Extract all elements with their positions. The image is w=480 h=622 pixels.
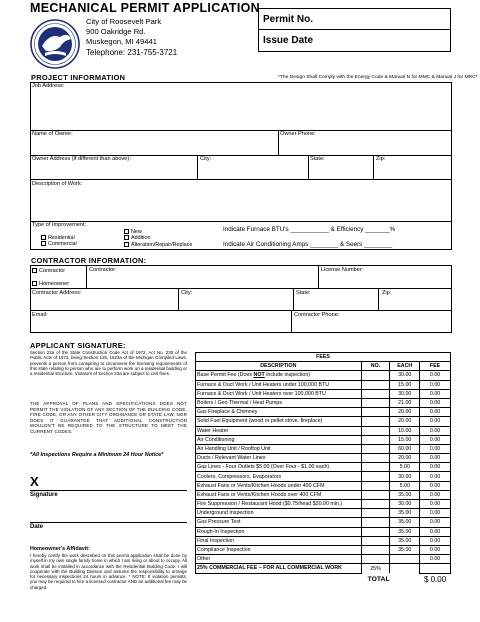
- fee-description: Underground Inspection: [196, 509, 362, 518]
- fee-qty-input[interactable]: [361, 545, 390, 554]
- fee-row: [196, 481, 451, 490]
- fee-row: [196, 454, 451, 463]
- divider: [318, 265, 319, 288]
- fee-amount: 0.00: [420, 444, 451, 453]
- fee-description: Exhaust Fans or Vents/Kitchen Hoods over 400 CFM: [196, 490, 362, 499]
- telephone: Telephone: 231-755-3721: [86, 47, 178, 57]
- section-23a-paragraph: Section 23a of the State Construction Code Act of 1972, Act No. 230 of the Public Acts of 1972, being Section 125, 1523a of the Michigan Compiled Laws, prevents a person from conspiring to circumvent the licensing requirements of this state relating to person who are to perform work on a residential building or a residential structure. Violators of Section 23a are subject to civil fines.: [30, 350, 187, 377]
- contractor-check-label: Contractor: [39, 268, 66, 274]
- affidavit-title: Homeowner's Affidavit:: [30, 546, 90, 552]
- fee-each: 20.00: [390, 454, 420, 463]
- fee-description: Coolers, Compressors, Evaporators: [196, 472, 362, 481]
- fee-qty-input[interactable]: [361, 426, 390, 435]
- checkbox-icon: [124, 242, 129, 247]
- divider: [30, 130, 452, 131]
- fee-amount: 0.00: [420, 408, 451, 417]
- fee-qty-input[interactable]: [361, 536, 390, 545]
- fee-qty-input[interactable]: [361, 509, 390, 518]
- fee-qty-input[interactable]: [361, 500, 390, 509]
- fee-row: [196, 380, 451, 389]
- fee-qty-input[interactable]: [361, 555, 390, 564]
- fee-qty-input[interactable]: [361, 398, 390, 407]
- fee-description: Other: [196, 555, 362, 564]
- fee-amount: 0.00: [420, 518, 451, 527]
- owner-city-field[interactable]: City:: [200, 156, 212, 162]
- fee-each: 15.00: [390, 380, 420, 389]
- checkbox-icon: [32, 281, 37, 286]
- fee-amount: 0.00: [420, 509, 451, 518]
- fee-row: [196, 500, 451, 509]
- col-no: NO.: [361, 362, 390, 371]
- divider: [308, 155, 309, 179]
- job-address-field[interactable]: Job Address:: [32, 83, 65, 89]
- fee-description: Final Inspection: [196, 536, 362, 545]
- fee-row: [196, 527, 451, 536]
- fee-description: Boilers / Geo Thermal / Heat Pumps: [196, 398, 362, 407]
- permit-no-field[interactable]: Permit No.: [259, 9, 450, 30]
- fee-each: 35.00: [390, 545, 420, 554]
- fee-row: [196, 371, 451, 380]
- divider: [86, 265, 87, 288]
- alteration-checkbox[interactable]: [124, 242, 192, 248]
- fee-qty-input[interactable]: [361, 454, 390, 463]
- fee-qty-input[interactable]: [361, 481, 390, 490]
- fee-each: 35.00: [390, 536, 420, 545]
- commercial-checkbox[interactable]: [41, 241, 77, 247]
- divider: [278, 130, 279, 155]
- fee-qty-input[interactable]: [361, 380, 390, 389]
- homeowner-check-label: Homeowner: [39, 281, 70, 287]
- checkbox-icon: [124, 229, 129, 234]
- fee-amount: 0.00: [420, 426, 451, 435]
- fee-amount: 0.00: [420, 500, 451, 509]
- fee-each: 5.00: [390, 481, 420, 490]
- fees-table: [195, 352, 451, 587]
- fee-qty-input[interactable]: [361, 371, 390, 380]
- fee-description: Exhaust Fans or Vents/Kitchen Hoods under 400 CFM: [196, 481, 362, 490]
- addition-label: Addition: [131, 235, 151, 242]
- fee-row: [196, 472, 451, 481]
- fee-row: [196, 435, 451, 444]
- fee-amount: 0.00: [420, 481, 451, 490]
- col-fee: FEE: [420, 362, 451, 371]
- fee-description: Ducts / Relevant Water Lines: [196, 454, 362, 463]
- date-label: Date: [30, 524, 44, 530]
- fee-qty-input[interactable]: [361, 444, 390, 453]
- city-seal-logo: [30, 19, 80, 69]
- fee-each: 5.00: [390, 463, 420, 472]
- fee-each: 30.00: [390, 472, 420, 481]
- fee-description: Air Handling Unit / Rooftop Unit: [196, 444, 362, 453]
- fee-amount: 0.00: [420, 435, 451, 444]
- fee-row: [196, 555, 451, 564]
- fee-row: [196, 518, 451, 527]
- fee-qty-input[interactable]: [361, 518, 390, 527]
- fee-row: [196, 536, 451, 545]
- divider: [30, 179, 452, 180]
- homeowner-checkbox[interactable]: [32, 281, 69, 287]
- fee-each: 30.00: [390, 389, 420, 398]
- fee-qty-input[interactable]: [361, 527, 390, 536]
- fee-each: 20.00: [390, 417, 420, 426]
- fee-description: Compliance Inspection: [196, 545, 362, 554]
- city-name: City of Roosevelt Park: [86, 17, 162, 26]
- fee-description: Fire Suppression / Restaurant Hood ($0.75/head $30.00 min.): [196, 500, 362, 509]
- signature-x-mark: X: [30, 474, 39, 489]
- divider: [30, 288, 452, 289]
- fee-amount: 0.00: [420, 555, 451, 564]
- contractor-city-field[interactable]: City:: [181, 290, 193, 296]
- commercial-pct: 25%: [361, 564, 390, 573]
- contractor-phone-field[interactable]: Contractor Phone:: [294, 312, 340, 318]
- commercial-fee-row: [196, 564, 451, 573]
- fee-each: 30.00: [390, 371, 420, 380]
- fee-description: Rough-In Inspection: [196, 527, 362, 536]
- applicant-signature-heading: APPLICANT SIGNATURE:: [30, 341, 126, 350]
- project-info-heading: PROJECT INFORMATION: [31, 73, 126, 82]
- blank-cell: [390, 564, 420, 573]
- fee-amount: 0.00: [420, 417, 451, 426]
- type-col1: [41, 235, 77, 248]
- fee-description: Solid Fuel Equipment (wood or pellet stove, fireplace): [196, 417, 362, 426]
- fee-row: [196, 463, 451, 472]
- fee-row: [196, 408, 451, 417]
- fee-each: 30.00: [390, 500, 420, 509]
- fee-each: 15.00: [390, 435, 420, 444]
- fee-each: 35.00: [390, 527, 420, 536]
- fee-amount: 0.00: [420, 389, 451, 398]
- fee-description: Base Permit Fee (Does NOT include inspection): [196, 371, 362, 380]
- contractor-checkbox[interactable]: [32, 268, 65, 274]
- fee-description: Water Heater: [196, 426, 362, 435]
- divider: [291, 310, 292, 333]
- fee-each[interactable]: [390, 555, 420, 564]
- fee-row: [196, 398, 451, 407]
- fee-qty-input[interactable]: [361, 463, 390, 472]
- residential-label: Residential: [48, 235, 75, 241]
- divider: [30, 221, 452, 222]
- contractor-info-box: [30, 265, 452, 333]
- homeowner-affidavit-text: I hereby certify the work described on this permit application shall be done by myself in my own single family home in which I am living or about to occupy. All work shall be installed in accordance with the Residential Building Code. I will cooperate with the Building Division and assume the responsibility to arrange for necessary inspections 24 hours in advance. * NOTE: If violation persists, you may be required to hire a licensed contractor AND an additional fee may be charged.: [30, 553, 187, 590]
- checkbox-icon: [32, 268, 37, 273]
- type-of-improvement-label: Type of Improvement:: [32, 222, 87, 228]
- checkbox-icon: [41, 241, 46, 246]
- divider: [197, 155, 198, 179]
- alteration-label: Alteration/Repair/Replace: [131, 241, 193, 248]
- date-line[interactable]: [30, 522, 187, 523]
- project-info-box: [30, 82, 452, 250]
- divider: [293, 288, 294, 310]
- fee-row: [196, 389, 451, 398]
- commercial-fee-amount: [420, 564, 451, 573]
- fee-description: Gas Fireplace & Chimney: [196, 408, 362, 417]
- signature-line[interactable]: [30, 490, 187, 491]
- fee-description: Furnace & Duct Work / Unit Heaters under 100,000 BTU: [196, 380, 362, 389]
- fee-amount: 0.00: [420, 527, 451, 536]
- fee-each: 60.00: [390, 444, 420, 453]
- fee-each: 35.00: [390, 490, 420, 499]
- commercial-label: Commercial: [48, 241, 77, 248]
- fee-description: Gas Lines - Four Outlets $5.00 (Over Four - $1.00 each): [196, 463, 362, 472]
- form-title: MECHANICAL PERMIT APPLICATION: [30, 1, 260, 15]
- contractor-zip-field[interactable]: Zip:: [382, 290, 392, 296]
- owner-phone-field[interactable]: Owner Phone:: [280, 131, 316, 137]
- fees-title: FEES: [196, 353, 451, 362]
- commercial-fee-label: 25% COMMERCIAL FEE – FOR ALL COMMERCIAL WORK: [196, 564, 362, 573]
- divider: [178, 288, 179, 310]
- divider: [373, 155, 374, 179]
- city-state-zip: Muskegon, MI 49441: [86, 37, 157, 47]
- contractor-address-field[interactable]: Contractor Address:: [32, 290, 82, 296]
- fee-amount: 0.00: [420, 380, 451, 389]
- contractor-info-heading: CONTRACTOR INFORMATION:: [31, 256, 147, 265]
- fee-each: 20.00: [390, 408, 420, 417]
- col-each: EACH: [390, 362, 420, 371]
- street-address: 900 Oakridge Rd.: [86, 27, 146, 37]
- description-of-work-field[interactable]: Description of Work:: [32, 181, 83, 187]
- permit-box: [258, 8, 451, 52]
- checkbox-icon: [124, 235, 129, 240]
- total-amount: $ 0.00: [423, 574, 447, 584]
- furnace-btu-line[interactable]: Indicate Furnace BTU's ___________ & Efficiency _______%: [223, 226, 396, 233]
- fee-amount: 0.00: [420, 463, 451, 472]
- fee-qty-input[interactable]: [361, 472, 390, 481]
- total-row: [196, 573, 451, 587]
- fee-each: 21.00: [390, 398, 420, 407]
- fee-amount: 0.00: [420, 454, 451, 463]
- city-address-block: [86, 17, 177, 58]
- issue-date-field[interactable]: Issue Date: [263, 35, 314, 46]
- fee-amount: 0.00: [420, 472, 451, 481]
- contractor-name-field[interactable]: Contractor:: [89, 267, 117, 273]
- fee-qty-input[interactable]: [361, 389, 390, 398]
- fee-description: Furnace & Duct Work / Unit Heaters over 100,000 BTU: [196, 389, 362, 398]
- fee-description: Air Conditioning: [196, 435, 362, 444]
- ac-amps-line[interactable]: Indicate Air Conditioning Amps ________ & Seers ________: [223, 241, 393, 248]
- type-col2: [124, 229, 192, 248]
- energy-code-note: *The Design Shall Comply with the Energy Code & Manual N for MMC & Manual J for MRC*: [278, 75, 478, 80]
- fee-amount: 0.00: [420, 536, 451, 545]
- col-description: DESCRIPTION: [196, 362, 362, 371]
- fee-row: [196, 545, 451, 554]
- divider: [30, 310, 452, 311]
- fee-each: 10.00: [390, 426, 420, 435]
- new-label: New: [131, 229, 142, 235]
- fee-amount: 0.00: [420, 490, 451, 499]
- fee-amount: 0.00: [420, 371, 451, 380]
- checkbox-icon: [41, 235, 46, 240]
- divider: [378, 288, 379, 310]
- owner-name-field[interactable]: Name of Owner:: [32, 131, 73, 137]
- fee-row: [196, 417, 451, 426]
- fee-row: [196, 444, 451, 453]
- fee-row: [196, 426, 451, 435]
- owner-state-field[interactable]: State:: [310, 156, 325, 162]
- signature-label: Signature: [30, 492, 58, 498]
- fee-row: [196, 490, 451, 499]
- owner-zip-field[interactable]: Zip:: [376, 156, 386, 162]
- fee-amount: 0.00: [420, 398, 451, 407]
- fee-description: Gas Pressure Test: [196, 518, 362, 527]
- fee-qty-input[interactable]: [361, 417, 390, 426]
- inspection-notice: *All Inspections Require a Minimum 24 Hour Notice*: [30, 452, 164, 458]
- license-number-field[interactable]: License Number:: [321, 267, 364, 273]
- email-field[interactable]: Email:: [32, 312, 48, 318]
- fee-amount: 0.00: [420, 545, 451, 554]
- fee-qty-input[interactable]: [361, 435, 390, 444]
- approval-disclaimer: THE APPROVAL OF PLANS AND SPECIFICATIONS DOES NOT PERMIT THE VIOLATION OF ANY SECTION OF THE BUILDING CODE, FIRE CODE, OR ANY OTHER CITY ORDINANCE OR STATE LAW, NOR DOES IT GUARANTEE THAT ADDITIONAL CONSTRUCTION WOULDN'T BE REQUIRED TO THE STRUCTURE TO MEET THE CURRENT CODES.: [30, 401, 187, 434]
- total-label: TOTAL: [367, 576, 390, 584]
- contractor-state-field[interactable]: State:: [296, 290, 311, 296]
- fee-each: 35.00: [390, 518, 420, 527]
- fee-qty-input[interactable]: [361, 408, 390, 417]
- fee-qty-input[interactable]: [361, 490, 390, 499]
- owner-address-field[interactable]: Owner Address (if different than above):: [32, 156, 131, 162]
- fee-each: 35.00: [390, 509, 420, 518]
- fee-row: [196, 509, 451, 518]
